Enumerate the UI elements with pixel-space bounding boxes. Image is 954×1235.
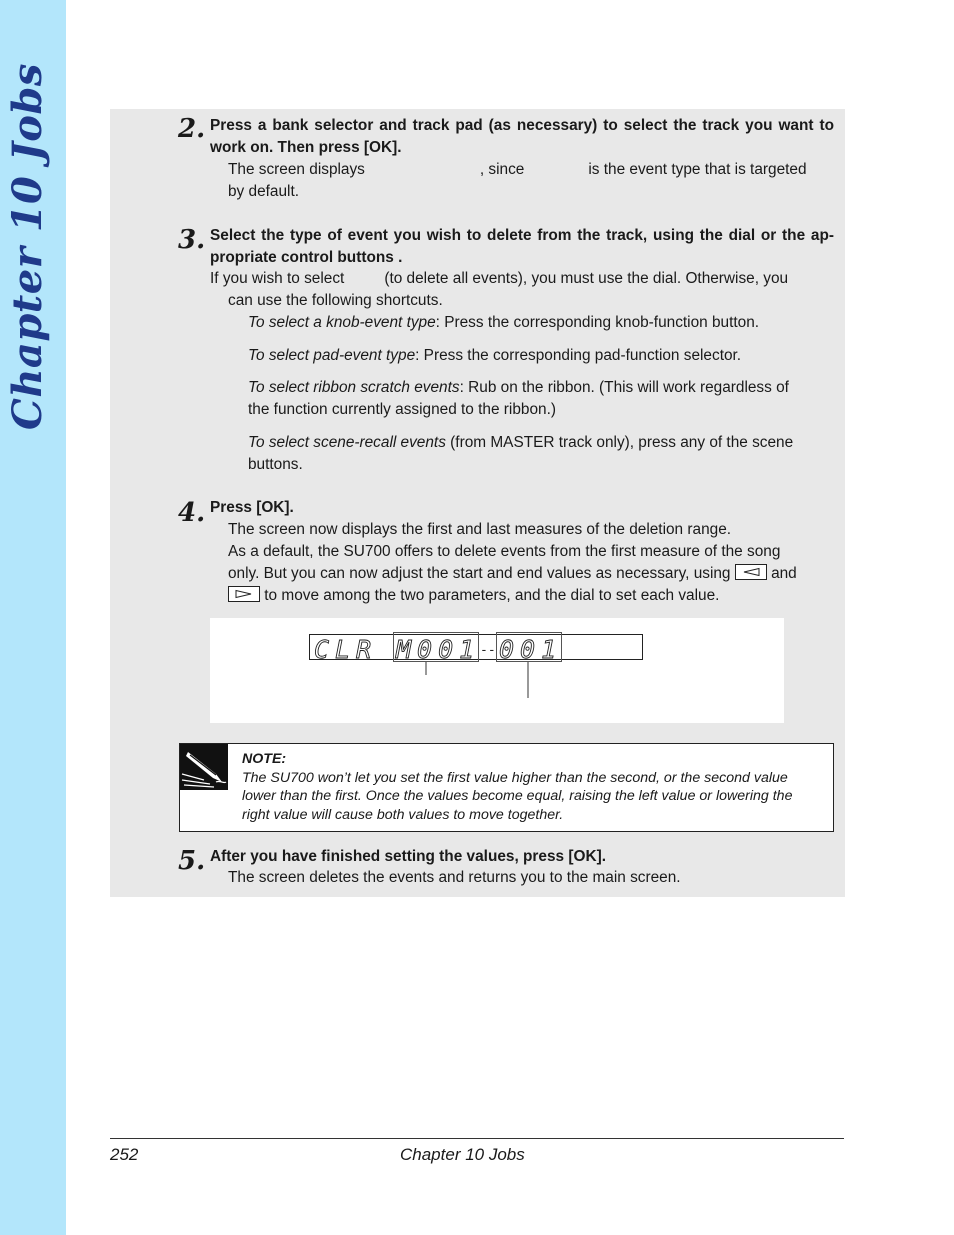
shortcut-scene-label: To select scene-recall events bbox=[248, 434, 446, 451]
step-4-body-line-3 bbox=[228, 563, 834, 585]
step-3-instruction-line-1: Select the type of event you wish to delete from the track, using the dial or the ap- bbox=[210, 227, 834, 244]
shortcut-ribbon-label: To select ribbon scratch events bbox=[248, 379, 460, 396]
shortcut-scene-line-2: buttons. bbox=[248, 456, 303, 473]
shortcut-knob-text: : Press the corresponding knob-function button. bbox=[435, 314, 760, 331]
step-2-body-line-2: by default. bbox=[228, 183, 300, 200]
step-2-instruction bbox=[210, 115, 834, 159]
shortcut-pad-label: To select pad-event type bbox=[248, 347, 416, 364]
footer-chapter-title: Chapter 10 Jobs bbox=[400, 1145, 525, 1164]
lcd-illustration bbox=[210, 618, 784, 723]
step-5-body: The screen deletes the events and returns you to the main screen. bbox=[228, 869, 681, 886]
step-3-number: 3. bbox=[178, 225, 206, 255]
shortcut-pad-text: : Press the corresponding pad-function selector. bbox=[415, 347, 742, 364]
note-box bbox=[179, 743, 834, 832]
lcd-separator: -- bbox=[480, 643, 496, 658]
step-3-body-a: If you wish to select bbox=[210, 270, 345, 287]
page-number: 252 bbox=[110, 1145, 139, 1164]
step-4-body-line-3a: only. But you can now adjust the start and end values as necessary, using bbox=[228, 565, 731, 582]
chapter-side-title: Chapter 10 Jobs bbox=[4, 63, 51, 430]
note-line-1: The SU700 won’t let you set the first value higher than the second, or the second value bbox=[242, 769, 788, 786]
right-arrow-key-icon bbox=[228, 586, 260, 602]
shortcut-ribbon bbox=[248, 377, 835, 421]
step-5-instruction: After you have finished setting the values, press [OK]. bbox=[210, 848, 606, 865]
shortcut-scene-text: (from MASTER track only), press any of the scene bbox=[445, 434, 794, 451]
shortcut-knob-label: To select a knob-event type bbox=[248, 314, 436, 331]
step-3-body-line-2: can use the following shortcuts. bbox=[228, 292, 443, 309]
shortcut-scene bbox=[248, 432, 835, 476]
footer-rule bbox=[110, 1138, 844, 1139]
pen-note-icon bbox=[180, 744, 228, 790]
lcd-segment-text bbox=[210, 618, 784, 723]
step-3-body-line-1 bbox=[210, 268, 834, 290]
note-text bbox=[242, 750, 827, 824]
step-2-body-line-1 bbox=[228, 159, 834, 181]
step-4-body-line-4 bbox=[228, 585, 834, 607]
step-2-instruction-line-1: Press a bank selector and track pad (as necessary) to select the track you want to bbox=[210, 117, 834, 134]
step-4-instruction: Press [OK]. bbox=[210, 499, 294, 516]
step-5-number: 5. bbox=[178, 846, 206, 876]
step-2-instruction-line-2: work on. Then press [OK]. bbox=[210, 139, 402, 156]
step-2-body-c: is the event type that is targeted bbox=[588, 161, 807, 178]
shortcut-knob bbox=[248, 312, 835, 334]
step-3-instruction bbox=[210, 225, 834, 269]
step-4-body-line-2: As a default, the SU700 offers to delete events from the first measure of the song bbox=[228, 543, 781, 560]
step-2-body-a: The screen displays bbox=[228, 161, 365, 178]
shortcut-ribbon-text: : Rub on the ribbon. (This will work regardless of bbox=[459, 379, 789, 396]
note-heading: NOTE: bbox=[242, 751, 287, 767]
step-2-body-b: , since bbox=[479, 161, 525, 178]
note-line-3: right value will cause both values to move together. bbox=[242, 806, 564, 823]
step-2-number: 2. bbox=[178, 114, 206, 144]
shortcut-pad bbox=[248, 345, 835, 367]
left-arrow-key-icon bbox=[735, 564, 767, 580]
shortcut-ribbon-line-2: the function currently assigned to the ribbon.) bbox=[248, 401, 556, 418]
chapter-side-tab bbox=[0, 0, 66, 1235]
step-4-number: 4. bbox=[178, 498, 206, 528]
step-3-body bbox=[210, 268, 834, 312]
step-4-body-line-3b: and bbox=[771, 565, 797, 582]
shortcut-scene-line-1 bbox=[248, 432, 835, 454]
lcd-end-value: 001 bbox=[499, 635, 563, 664]
step-4-body-line-1: The screen now displays the first and last measures of the deletion range. bbox=[228, 521, 732, 538]
note-line-2: lower than the first. Once the values become equal, raising the left value or lowering the bbox=[242, 788, 793, 804]
step-3-body-b: (to delete all events), you must use the dial. Otherwise, you bbox=[384, 270, 789, 287]
step-4-body bbox=[228, 519, 834, 607]
step-2-body bbox=[228, 159, 834, 203]
step-3-instruction-line-2: propriate control buttons . bbox=[210, 249, 403, 266]
step-4-body-line-4-text: to move among the two parameters, and the dial to set each value. bbox=[264, 587, 720, 604]
lcd-prefix: CLR bbox=[314, 635, 378, 664]
shortcut-ribbon-line-1 bbox=[248, 377, 835, 399]
lcd-start-value: M001 bbox=[396, 635, 481, 664]
